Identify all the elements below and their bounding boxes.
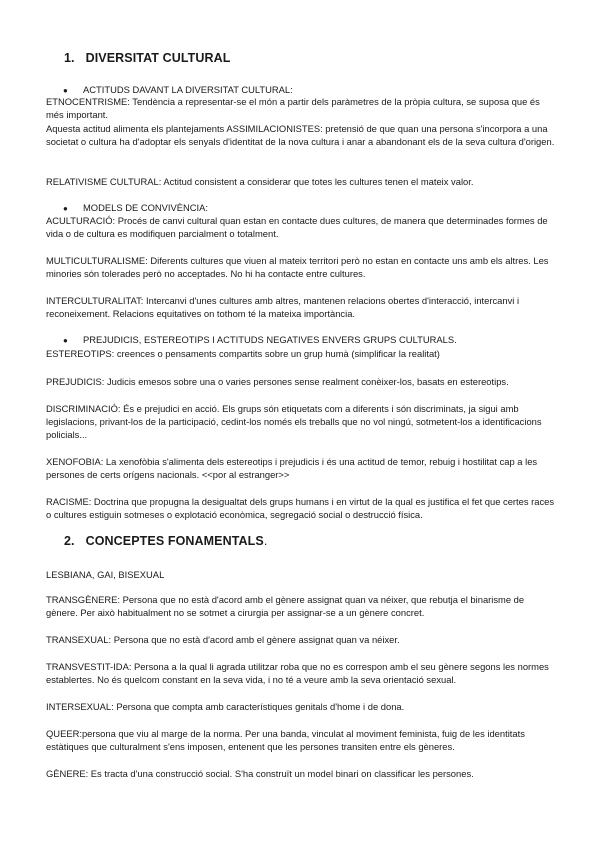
bullet-text: ACTITUDS DAVANT LA DIVERSITAT CULTURAL: [83,84,293,95]
paragraph-transvestit: TRANSVESTIT-IDA: Persona a la qual li agrada utilitzar roba que no es correspon amb el seu gènere segons les normes establertes. No és quelcom constant en la seva vida, i no té a veure amb la seva orientació sexual. [46,661,549,685]
bullet-actituds [63,84,293,95]
section-title: DIVERSITAT CULTURAL [85,51,231,65]
paragraph-genere: GÈNERE: Es tracta d'una construcció social. S'ha construït un model binari on classificar les persones. [46,768,474,779]
bullet-prejudicis [63,334,457,345]
section-number: 1. [64,51,75,65]
paragraph-racisme: RACISME: Doctrina que propugna la desigualtat dels grups humans i en virtut de la qual es justifica el fet que certes races o cultures estiguin sotmeses o explotació econòmica, segregació social o destrucció física. [46,496,555,520]
paragraph-xenofobia: XENOFOBIA: La xenofòbia s'alimenta dels estereotips i prejudicis i és una actitud de temor, rebuig i hostilitat cap a les persones de certs orígens nacionals. <<por al estranger>> [46,456,538,480]
section-title: CONCEPTES FONAMENTALS [85,534,264,548]
paragraph-prejudicis: PREJUDICIS: Judicis emesos sobre una o varies persones sense realment conèixer-los, basats en estereotips. [46,376,509,387]
section-heading-conceptes [64,534,267,548]
section-title-suffix: . [263,534,268,548]
bullet-icon: ● [63,204,68,213]
paragraph-aculturacio: ACULTURACIÓ: Procés de canvi cultural quan estan en contacte dues cultures, de manera que determinades formes de vida o de cultura es modifiquen parcialment o totalment. [46,215,548,239]
bullet-models [63,202,208,213]
bullet-icon: ● [63,86,68,95]
paragraph-discriminacio: DISCRIMINACIÓ: És e prejudici en acció. Els grups són etiquetats com a diferents i són discriminats, ja sigui amb legislacions, privant-los de la participació, cedint-los només els treballs que no vol ningú, sotmetent-los a identificacions policials... [46,403,542,440]
paragraph-multiculturalisme: MULTICULTURALISME: Diferents cultures que viuen al mateix territori però no estan en contacte uns amb els altres. Les minories són tolerades però no acceptades. No hi ha contacte entre cultures. [46,255,549,279]
paragraph-relativisme: RELATIVISME CULTURAL: Actitud consistent a considerar que totes les cultures tenen el mateix valor. [46,176,474,187]
paragraph-estereotips: ESTEREOTIPS: creences o pensaments compartits sobre un grup humà (simplificar la realitat) [46,348,440,359]
paragraph-interculturalitat: INTERCULTURALITAT: Intercanvi d'unes cultures amb altres, mantenen relacions obertes d'interacció, intercanvi i reconeixement. Relacions equitatives on tothom té la mateixa importància. [46,295,520,319]
paragraph-assimilacionistes: Aquesta actitud alimenta els plantejaments ASSIMILACIONISTES: pretensió de que quan una persona s'incorpora a una societat o cultura ha d'adoptar els senyals d'identitat de la nova cultura i anar a abandonant els de la seva cultura d'origen. [46,123,555,147]
paragraph-queer: QUEER:persona que viu al marge de la norma. Per una banda, vinculat al moviment feminista, fuig de les identitats estàtiques que culturalment s'ens imposen, entenent que les persones transiten entre els gèneres. [46,728,525,752]
paragraph-intersexual: INTERSEXUAL: Persona que compta amb característiques genitals d'home i de dona. [46,701,405,712]
paragraph-transgenere: TRANSGÈNERE: Persona que no està d'acord amb el gènere assignat quan va néixer, que rebutja el binarisme de gènere. Per això habitualment no se sotmet a cirurgia per assignar-se a un gènere concret. [46,594,525,618]
section-number: 2. [64,534,75,548]
paragraph-lesbiana: LESBIANA, GAI, BISEXUAL [46,569,165,580]
bullet-text: MODELS DE CONVIVÈNCIA: [83,202,209,213]
paragraph-transexual: TRANSEXUAL: Persona que no està d'acord amb el gènere assignat quan va néixer. [46,634,400,645]
bullet-icon: ● [63,336,68,345]
section-heading-diversitat [64,51,231,65]
paragraph-etnocentrisme: ETNOCENTRISME: Tendència a representar-se el món a partir dels paràmetres de la pròpia cultura, se suposa que és més important. [46,96,540,120]
bullet-text: PREJUDICIS, ESTEREOTIPS I ACTITUDS NEGATIVES ENVERS GRUPS CULTURALS. [83,334,457,345]
